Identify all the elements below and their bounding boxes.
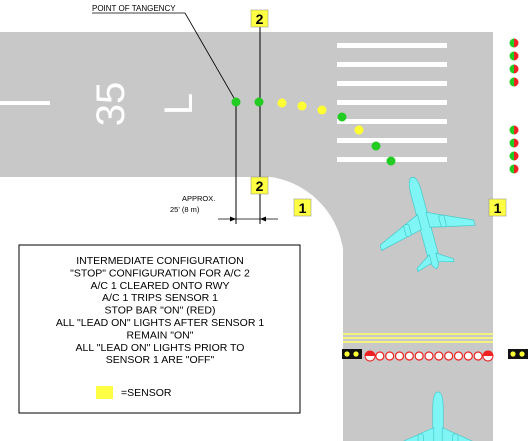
approx-distance: 25' (8 m) (170, 205, 200, 214)
stop-bar-light (365, 351, 375, 361)
lead-on-light (255, 98, 264, 107)
approx-label: APPROX. (182, 194, 216, 203)
info-line: STOP BAR "ON" (RED) (104, 304, 216, 317)
lead-on-light (387, 157, 396, 166)
stop-bar-light (415, 352, 423, 360)
lead-on-light (338, 113, 347, 122)
info-line: ALL "LEAD ON" LIGHTS PRIOR TO (75, 341, 245, 354)
lead-on-light (355, 126, 364, 135)
sensor-tag-right-1 (489, 199, 506, 216)
info-box (19, 245, 300, 413)
info-line: INTERMEDIATE CONFIGURATION (76, 255, 244, 267)
legend-sensor-label: =SENSOR (121, 387, 172, 399)
stop-bar-light (464, 352, 472, 360)
runway-centerline (0, 101, 50, 105)
lead-on-light (372, 142, 381, 151)
info-line: "STOP" CONFIGURATION FOR A/C 2 (70, 267, 250, 280)
sensor-tag-left-1 (294, 199, 311, 216)
edge-light (510, 78, 519, 87)
stop-bar-light (455, 352, 463, 360)
svg-text:2: 2 (255, 178, 264, 194)
stop-bar-light (483, 351, 493, 361)
info-line: SENSOR 1 ARE "OFF" (105, 354, 215, 367)
edge-light (510, 152, 519, 161)
svg-text:1: 1 (298, 200, 307, 216)
stop-bar-light (425, 352, 433, 360)
edge-light (510, 139, 519, 148)
stop-bar-light (405, 352, 413, 360)
lead-on-light (232, 98, 241, 107)
svg-text:1: 1 (493, 200, 502, 216)
edge-light (510, 165, 519, 174)
lead-on-light (318, 106, 327, 115)
signal-head-right (508, 349, 528, 359)
svg-text:2: 2 (255, 11, 264, 27)
edge-light (510, 126, 519, 135)
stop-bar-light (474, 352, 482, 360)
stop-bar-light (396, 352, 404, 360)
stop-bar-light (445, 352, 453, 360)
info-line: A/C 1 TRIPS SENSOR 1 (102, 292, 218, 305)
stop-bar-light (386, 352, 394, 360)
edge-light (510, 39, 519, 48)
info-line: ALL "LEAD ON" LIGHTS AFTER SENSOR 1 (55, 317, 265, 329)
signal-head-left (342, 349, 362, 359)
legend-sensor-swatch (96, 386, 113, 399)
stop-bar-light (435, 352, 443, 360)
info-line: REMAIN "ON" (126, 329, 194, 342)
edge-light (510, 65, 519, 74)
sensor-tag-top (251, 10, 268, 27)
lead-on-light (278, 99, 287, 108)
point-of-tangency-label: POINT OF TANGENCY (92, 4, 176, 13)
info-line: A/C 1 CLEARED ONTO RWY (90, 279, 230, 292)
runway-letter: L (157, 92, 201, 116)
stop-bar-light (376, 352, 384, 360)
lead-on-light (298, 102, 307, 111)
sensor-tag-middle (251, 177, 268, 194)
edge-light (510, 52, 519, 61)
runway-number: 35 (89, 81, 133, 127)
